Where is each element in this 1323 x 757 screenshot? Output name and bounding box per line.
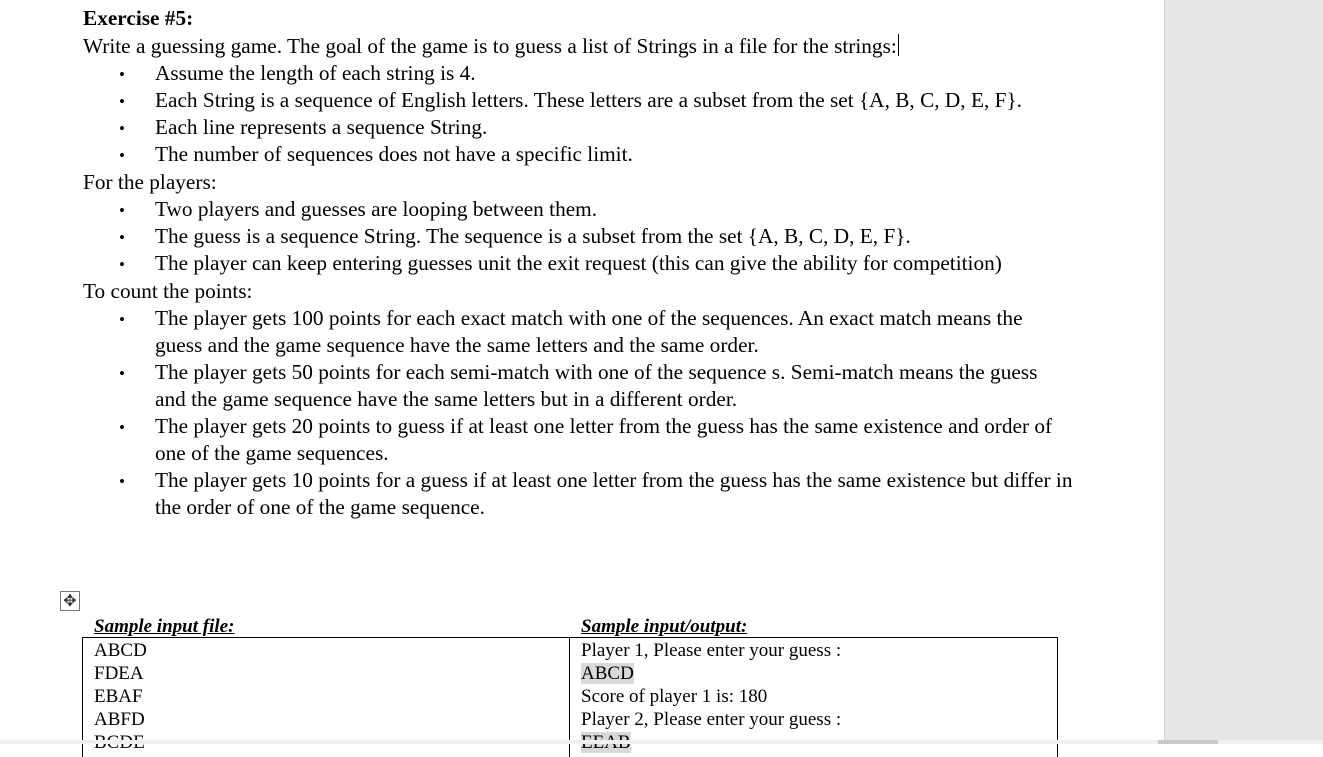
list-item-text: The player can keep entering guesses unit the exit request (this can give the ability for competition) xyxy=(155,251,1002,275)
list-item-text: The player gets 50 points for each semi-match with one of the sequence s. Semi-match means the guess and the game sequence have the same letters but in a different order. xyxy=(155,360,1038,411)
bullet-icon: • xyxy=(119,364,125,383)
list-item-text: The number of sequences does not have a specific limit. xyxy=(155,142,633,166)
bullet-icon: • xyxy=(119,255,125,274)
players-heading: For the players: xyxy=(83,170,217,194)
list-item-text: The guess is a sequence String. The sequence is a subset from the set {A, B, C, D, E, F}. xyxy=(155,224,911,248)
input-file-line: ABCD xyxy=(94,640,147,661)
horizontal-scrollbar-thumb[interactable] xyxy=(1158,740,1218,744)
text-cursor xyxy=(898,34,899,56)
list-item-text: The player gets 10 points for a guess if at least one letter from the guess has the same existence but differ in the order of one of the game sequence. xyxy=(155,468,1073,519)
exercise-text xyxy=(83,4,1073,521)
bullet-icon: • xyxy=(119,472,125,491)
list-item xyxy=(83,413,1073,467)
bullet-icon: • xyxy=(119,65,125,84)
io-line xyxy=(581,685,1057,708)
input-file-line: ABFD xyxy=(94,709,145,730)
list-item xyxy=(83,223,1073,250)
bullet-icon: • xyxy=(119,201,125,220)
list-item xyxy=(83,359,1073,413)
io-line xyxy=(581,662,1057,685)
input-file-line: EBAF xyxy=(94,686,143,707)
player-rules-list xyxy=(83,196,1073,277)
intro-paragraph[interactable] xyxy=(83,32,1073,60)
bullet-icon: • xyxy=(119,418,125,437)
io-line xyxy=(581,639,1057,662)
bullet-icon: • xyxy=(119,146,125,165)
list-item xyxy=(83,141,1073,168)
bullet-icon: • xyxy=(119,228,125,247)
table-move-handle-icon[interactable]: ✥ xyxy=(60,591,80,611)
list-item xyxy=(83,305,1073,359)
file-rules-list xyxy=(83,60,1073,168)
points-heading: To count the points: xyxy=(83,279,253,303)
input-file-line: FDEA xyxy=(94,663,144,684)
list-item xyxy=(83,250,1073,277)
intro-text: Write a guessing game. The goal of the game is to guess a list of Strings in a file for the strings: xyxy=(83,34,897,58)
console-output-text: Player 2, Please enter your guess : xyxy=(581,709,842,730)
bullet-icon: • xyxy=(119,92,125,111)
point-rules-list xyxy=(83,305,1073,521)
bullet-icon: • xyxy=(119,310,125,329)
list-item-text: The player gets 100 points for each exact match with one of the sequences. An exact match means the guess and the game sequence have the same letters and the same order. xyxy=(155,306,1023,357)
list-item xyxy=(83,114,1073,141)
console-output-text: Score of player 1 is: 180 xyxy=(581,686,768,707)
document-side-margin xyxy=(1164,0,1323,744)
list-item-text: The player gets 20 points to guess if at least one letter from the guess has the same existence and order of one of the game sequences. xyxy=(155,414,1053,465)
list-item xyxy=(83,196,1073,223)
list-item-text: Two players and guesses are looping between them. xyxy=(155,197,598,221)
console-output-text: Player 1, Please enter your guess : xyxy=(581,640,842,661)
list-item-text: Assume the length of each string is 4. xyxy=(155,61,476,85)
sample-io-heading: Sample input/output: xyxy=(581,616,748,637)
io-line xyxy=(581,708,1057,731)
user-input-text: ABCD xyxy=(581,663,634,684)
list-item xyxy=(83,60,1073,87)
list-item xyxy=(83,87,1073,114)
sample-input-file-heading: Sample input file: xyxy=(94,616,235,637)
list-item-text: Each String is a sequence of English letters. These letters are a subset from the set {A, B, C, D, E, F}. xyxy=(155,88,1022,112)
horizontal-scrollbar[interactable] xyxy=(0,740,1323,744)
exercise-title: Exercise #5: xyxy=(83,6,194,30)
list-item xyxy=(83,467,1073,521)
bullet-icon: • xyxy=(119,119,125,138)
list-item-text: Each line represents a sequence String. xyxy=(155,115,488,139)
sample-table xyxy=(82,637,1058,757)
